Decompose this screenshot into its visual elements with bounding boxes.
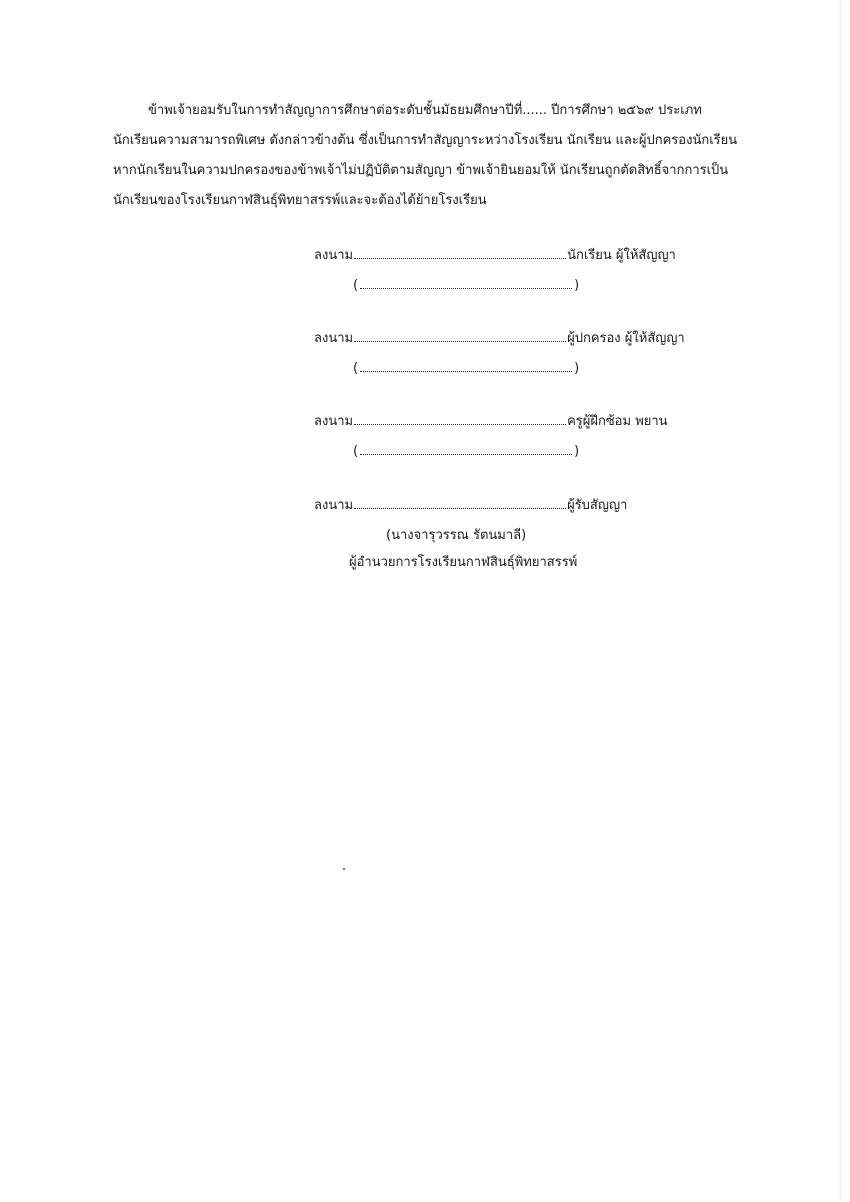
printed-name-line[interactable] [360, 440, 572, 455]
sign-label: ลงนาม [314, 498, 354, 513]
name-row-parent [353, 357, 579, 376]
paragraph-line-4: นักเรียนของโรงเรียนกาฬสินธุ์พิทยาสรรพ์และจะต้องได้ย้ายโรงเรียน [113, 193, 487, 208]
printed-name-line[interactable] [360, 357, 572, 372]
signature-line[interactable] [354, 327, 566, 342]
signer-role: ผู้ปกครอง ผู้ให้สัญญา [567, 331, 685, 346]
sign-label: ลงนาม [314, 248, 354, 263]
agreement-paragraph [113, 96, 773, 216]
signer-role: นักเรียน ผู้ให้สัญญา [567, 248, 676, 263]
signer-role: ครูผู้ฝึกซ้อม พยาน [567, 414, 668, 429]
signer-role: ผู้รับสัญญา [567, 498, 628, 513]
open-paren: ( [353, 444, 359, 459]
signature-line[interactable] [354, 244, 566, 259]
signature-line[interactable] [354, 494, 566, 509]
sign-label: ลงนาม [314, 331, 354, 346]
close-paren: ) [574, 361, 580, 376]
signature-row-witness [314, 410, 668, 431]
director-name: (นางจารุวรรณ รัตนมาลี) [386, 528, 527, 543]
open-paren: ( [353, 278, 359, 293]
scan-edge-shadow [839, 0, 842, 1202]
signature-row-parent [314, 327, 685, 348]
sign-label: ลงนาม [314, 414, 354, 429]
signature-row-receiver [314, 494, 627, 515]
name-row-student [353, 274, 579, 293]
close-paren: ) [574, 444, 580, 459]
open-paren: ( [353, 361, 359, 376]
printed-name-line[interactable] [360, 274, 572, 289]
paragraph-line-2: นักเรียนความสามารถพิเศษ ดังกล่าวข้างต้น ซึ่งเป็นการทำสัญญาระหว่างโรงเรียน นักเรียน และผู้ปกครองนักเรียน [113, 133, 738, 148]
name-row-witness [353, 440, 579, 459]
scan-speck [343, 868, 345, 870]
signature-line[interactable] [354, 410, 566, 425]
director-title: ผู้อำนวยการโรงเรียนกาฬสินธุ์พิทยาสรรพ์ [349, 555, 578, 570]
paragraph-line-1: ข้าพเจ้ายอมรับในการทำสัญญาการศึกษาต่อระดับชั้นมัธยมศึกษาปีที่...... ปีการศึกษา ๒๕๖๙ ประเภท [148, 103, 702, 118]
close-paren: ) [574, 278, 580, 293]
signature-row-student [314, 244, 676, 265]
paragraph-line-3: หากนักเรียนในความปกครองของข้าพเจ้าไม่ปฏิบัติตามสัญญา ข้าพเจ้ายินยอมให้ นักเรียนถูกตัดสิทธิ์จากการเป็น [113, 163, 729, 178]
